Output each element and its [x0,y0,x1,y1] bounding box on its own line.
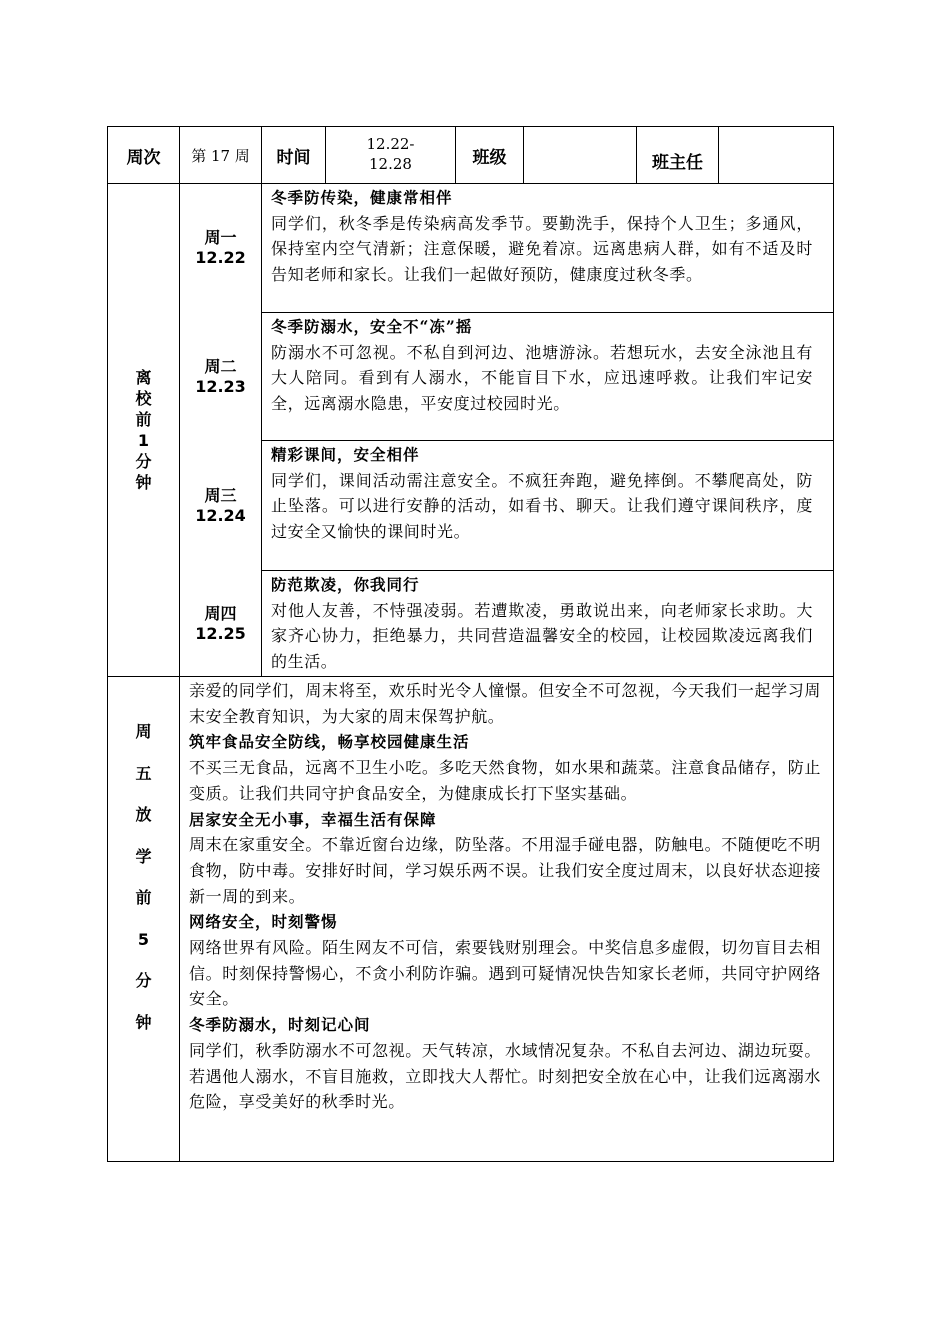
before-leaving-label [108,184,179,676]
day-name: 周一 [204,228,237,247]
day-date: 12.23 [195,376,246,396]
topic-title: 居家安全无小事，幸福生活有保障 [189,809,437,829]
day-name: 周三 [204,485,237,505]
topic-title: 网络安全，时刻警惕 [189,912,338,932]
topic-title: 筑牢食品安全防线，畅享校园健康生活 [189,732,470,752]
topic-text: 不买三无食品，远离不卫生小吃。多吃天然食物，如水果和蔬菜。注意食品储存，防止变质。让我们共同守护食品安全，为健康成长打下坚实基础。 [189,758,821,803]
week-label: 周次 [126,147,161,168]
day-content-tuesday [271,314,813,439]
date-range-start: 12.22- [366,135,415,153]
class-label: 班级 [472,147,507,168]
day-label-tuesday [180,313,261,440]
day-title: 冬季防传染，健康常相伴 [271,188,453,207]
day-label-thursday [180,571,261,676]
topic-title: 冬季防溺水，时刻记心间 [189,1015,371,1035]
day-content-thursday [271,572,813,675]
day-name: 周四 [204,603,237,623]
topic-text: 网络世界有风险。陌生网友不可信，索要钱财别理会。中奖信息多虚假，切勿盲目去相信。时刻保持警惕心，不贪小利防诈骗。遇到可疑情况快告知家长老师，共同守护网络安全。 [189,938,821,1009]
label-char: 校 [135,389,152,408]
label-char: 离 [135,368,152,387]
day-text: 防溺水不可忽视。不私自到河边、池塘游泳。若想玩水，去安全泳池且有大人陪同。看到有人溺水，不能盲目下水，应迅速呼救。让我们牢记安全，远离溺水隐患，平安度过校园时光。 [271,342,813,414]
day-label-wednesday [180,441,261,570]
topic-text: 同学们，秋季防溺水不可忽视。天气转凉，水域情况复杂。不私自去河边、湖边玩耍。若遇他人溺水，不盲目施救，立即找大人帮忙。时刻把安全放在心中，让我们远离溺水危险，享受美好的秋季时光。 [189,1040,821,1112]
day-label-monday [180,184,261,312]
day-title: 冬季防溺水，安全不“冻”摇 [271,317,473,336]
day-content-wednesday [271,442,813,569]
friday-content [189,678,821,1158]
class-value[interactable] [524,127,636,183]
label-char: 放 [135,805,152,824]
label-char: 学 [135,846,152,866]
teacher-value[interactable] [719,127,833,183]
label-char: 分 [135,971,152,990]
label-char: 分 [135,452,152,471]
label-char: 5 [137,929,150,949]
label-char: 钟 [135,1012,152,1032]
day-name: 周二 [204,356,237,376]
day-text: 同学们，秋冬季是传染病高发季节。要勤洗手，保持个人卫生；多通风，保持室内空气清新；注意保暖，避免着凉。远离患病人群，如有不适及时告知老师和家长。让我们一起做好预防，健康度过秋冬季。 [271,213,813,285]
friday-label [108,677,179,1037]
day-content-monday [271,185,813,311]
date-range [326,134,455,182]
day-text: 同学们，课间活动需注意安全。不疯狂奔跑，避免摔倒。不攀爬高处，防止坠落。可以进行安静的活动，如看书、聊天。让我们遵守课间秩序，度过安全又愉快的课间时光。 [271,470,813,542]
day-date: 12.24 [195,505,246,525]
label-char: 周 [135,722,152,741]
schedule-table [107,126,834,1162]
label-char: 五 [135,763,152,783]
label-char: 钟 [135,473,152,492]
date-range-end: 12.28 [369,155,412,173]
day-title: 防范欺凌，你我同行 [271,575,420,594]
time-label: 时间 [276,147,311,168]
day-date: 12.25 [195,623,246,643]
label-char: 前 [135,888,152,907]
day-title: 精彩课间，安全相伴 [271,445,420,464]
label-char: 1 [137,431,150,450]
topic-text: 周末在家重安全。不靠近窗台边缘，防坠落。不用湿手碰电器，防触电。不随便吃不明食物，防中毒。安排好时间，学习娱乐两不误。让我们安全度过周末，以良好状态迎接新一周的到来。 [189,835,821,906]
label-char: 前 [135,410,152,429]
week-value: 第 17 周 [191,146,250,165]
friday-intro: 亲爱的同学们，周末将至，欢乐时光令人憧憬。但安全不可忽视，今天我们一起学习周末安全教育知识，为大家的周末保驾护航。 [189,681,821,726]
teacher-label: 班主任 [652,152,703,173]
day-date: 12.22 [195,248,246,267]
day-text: 对他人友善，不恃强凌弱。若遭欺凌，勇敢说出来，向老师家长求助。大家齐心协力，拒绝暴力，共同营造温馨安全的校园，让校园欺凌远离我们的生活。 [271,600,813,672]
